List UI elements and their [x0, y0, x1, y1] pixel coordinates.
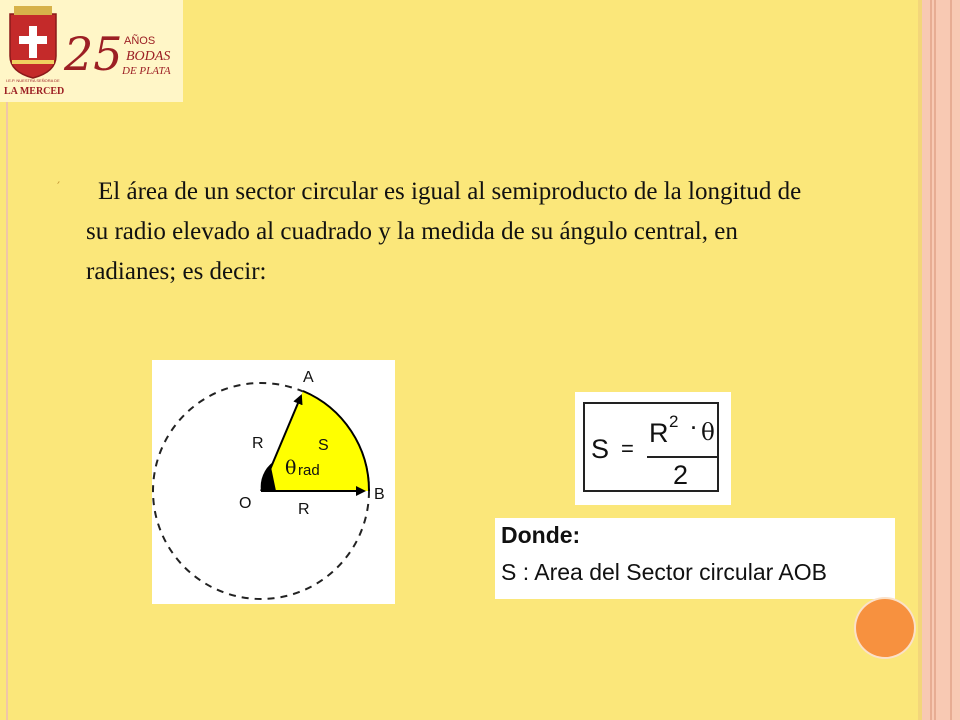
- right-band-stripe: [934, 0, 936, 720]
- sector-diagram-svg: [152, 360, 395, 604]
- label-a: A: [303, 369, 314, 386]
- formula-numerator-base: R: [649, 418, 669, 448]
- donde-title: Donde:: [501, 522, 581, 548]
- label-r-base: R: [298, 501, 310, 518]
- formula-theta: θ: [701, 420, 715, 446]
- fraction-bar: [647, 456, 717, 458]
- formula-denominator: 2: [673, 460, 689, 490]
- right-decorative-band: [918, 0, 960, 720]
- logo-school-small: I.E.P. NUESTRA SEÑORA DE: [6, 78, 60, 83]
- logo-plata: DE PLATA: [122, 65, 171, 77]
- logo-school-name: LA MERCED: [4, 86, 65, 97]
- right-band-stripe: [930, 0, 932, 720]
- label-rad: rad: [298, 462, 320, 479]
- left-decorative-rule: [6, 100, 8, 720]
- logo-bodas: BODAS: [126, 49, 171, 64]
- label-theta: θ: [285, 457, 297, 479]
- logo-25: 25: [64, 27, 123, 81]
- right-band-stripe: [918, 0, 922, 720]
- formula-lhs: S: [591, 434, 610, 464]
- label-o: O: [239, 495, 252, 512]
- shield-crown: [14, 6, 52, 15]
- logo-graphic: [0, 0, 183, 102]
- bullet-mark: ′: [57, 180, 61, 196]
- decorative-orange-circle: [856, 599, 914, 657]
- shield-bar: [12, 60, 54, 64]
- definition-paragraph: El área de un sector circular es igual al semiproducto de la longitud de su radio elevado al cuadrado y la medida de su ángulo central, en radianes; es decir:: [86, 178, 802, 285]
- label-r-side: R: [252, 435, 264, 452]
- school-logo: [0, 0, 183, 102]
- formula-numerator-exponent: 2: [669, 412, 679, 431]
- definition-box: [495, 518, 895, 599]
- sector-area-formula: [575, 392, 731, 505]
- label-b: B: [374, 486, 385, 503]
- donde-description: S : Area del Sector circular AOB: [501, 559, 827, 585]
- formula-equals: =: [621, 436, 634, 461]
- label-s: S: [318, 437, 329, 454]
- logo-anos: AÑOS: [124, 35, 156, 47]
- sector-diagram: [152, 360, 395, 604]
- formula-frame: [583, 402, 719, 492]
- formula-dot: ·: [691, 418, 697, 438]
- right-band-stripe: [950, 0, 952, 720]
